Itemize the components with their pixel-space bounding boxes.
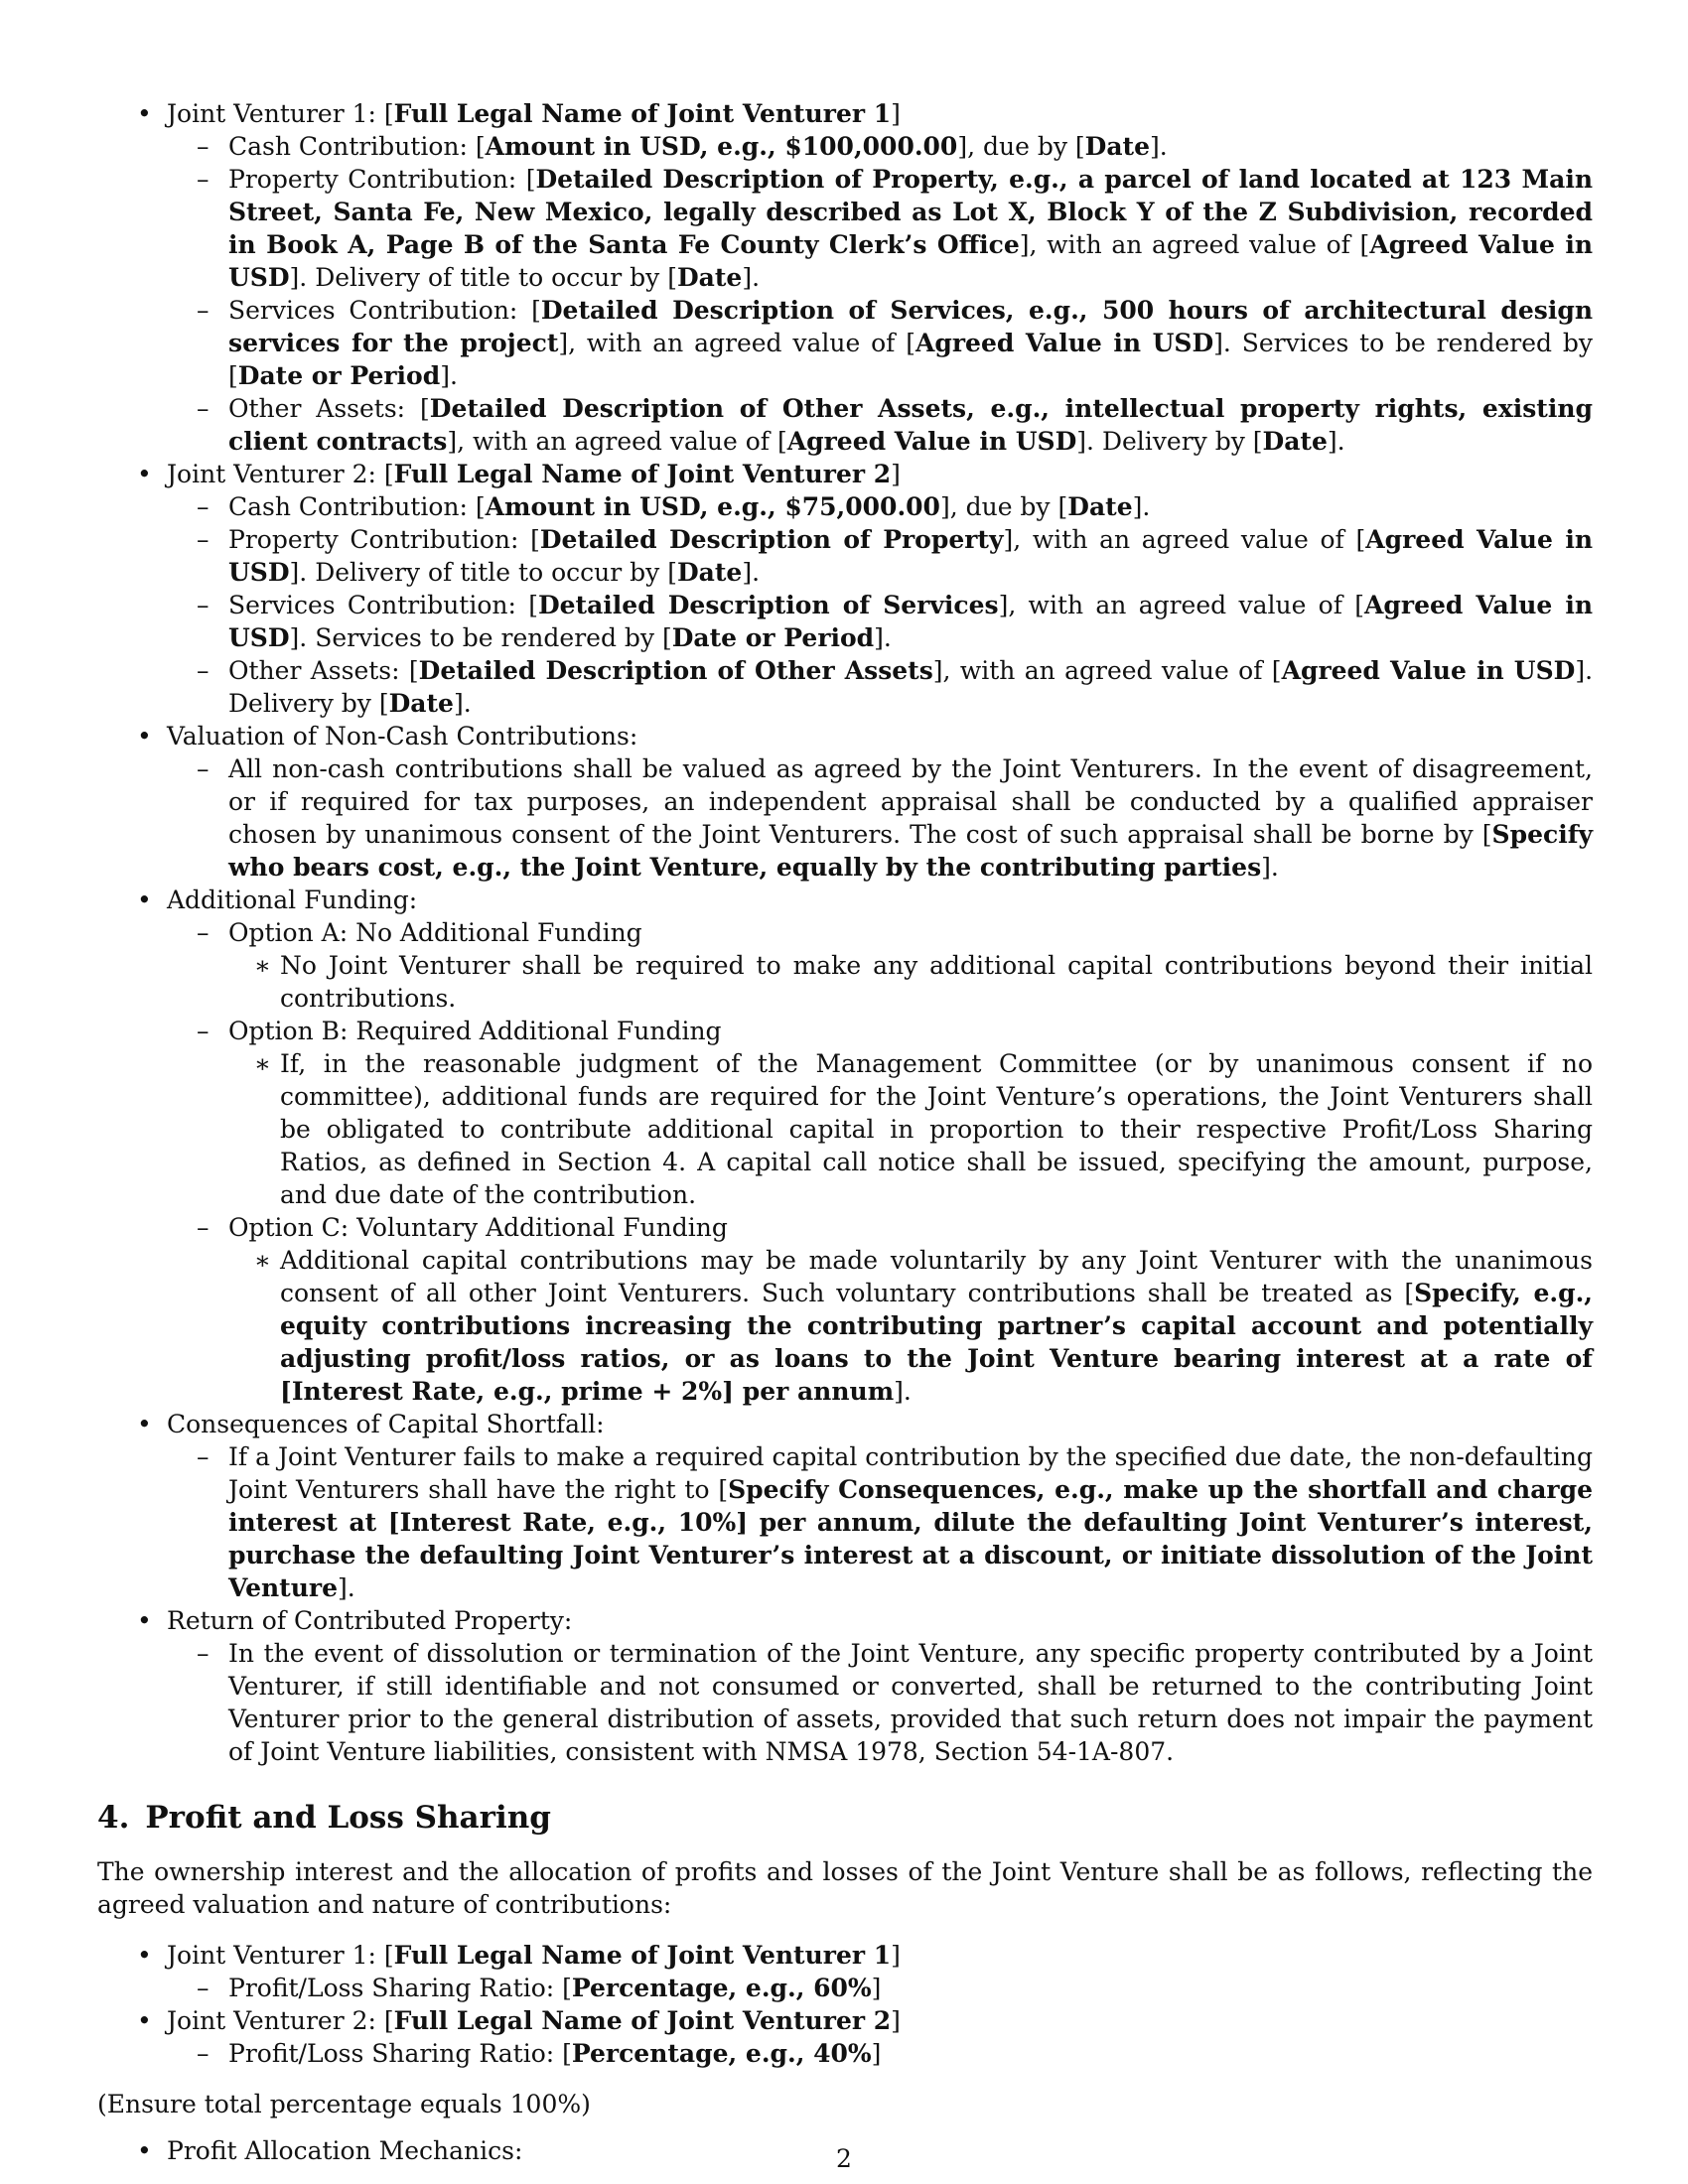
section-4-number: 4.: [97, 1800, 130, 1836]
ps-jv2-name: Full Legal Name of Joint Venturer 2: [393, 2006, 892, 2035]
jv1-services-period: Date or Period: [237, 361, 441, 390]
jv2-property-value: Agreed Value in USD: [228, 525, 1593, 587]
document-page: [97, 97, 1593, 2167]
jv1-other-value: Agreed Value in USD: [786, 427, 1077, 456]
jv1-other-value-text: ], with an agreed value of [: [447, 427, 787, 456]
jv1-services-item: – Services Contribution: [Detailed Description of Services, e.g., 500 hours of architectural design services for the project], with an agreed value of [Agreed Value in USD]. Services to be rendered by [Date or Period].: [167, 294, 1593, 392]
jv2-services-desc: Detailed Description of Services: [537, 591, 999, 619]
jv1-name: Full Legal Name of Joint Venturer 1: [393, 99, 892, 128]
jv1-cash-amount: Amount in USD, e.g., $100,000.00: [485, 132, 958, 161]
jv1-services-desc: Detailed Description of Services, e.g., 500 hours of architectural design services for the project: [228, 296, 1594, 357]
valuation-item: [97, 720, 1593, 884]
contributions-list: [97, 97, 1593, 1768]
jv2-sub-list: [167, 490, 1593, 720]
jv2-other-desc: Detailed Description of Other Assets: [418, 656, 933, 685]
option-c-item: [167, 1211, 1593, 1408]
shortfall-text-item: – If a Joint Venturer fails to make a required capital contribution by the specified due date, the non-defaulting Joint Venturers shall have the right to [Specify Consequences, e.g., make up the shortfall and charge interest at [Interest Rate, e.g., 10%] per annum, dilute the defaulting Joint Venturer’s interest, purchase the defaulting Joint Venturer’s interest at a discount, or initiate dissolution of the Joint Venture].: [167, 1440, 1593, 1604]
jv1-services-label: Services Contribution: [: [228, 296, 541, 325]
jv1-contribution-item: • Joint Venturer 1: [Full Legal Name of Joint Venturer 1] – Cash Contribution: [Amount in USD, e.g., $100,000.00], due by [Date]. – Property Contribution: [Detailed Description of Property, e.g., a parcel of land located at 123 Main Street, Santa Fe, New Mexico, legally described as Lot X, Block Y of the Z Subdivision, recorded in Book A, Page B of the Santa Fe County Clerk’s Office], with an agreed value of [Agreed Value in USD]. Delivery of title to occur by [Date]. – Services Contribution: [Detailed Description of Services, e.g., 500 hours of architectural design services for the project], with an agreed value of [Agreed Value in USD]. Services to be rendered by [Date or Period]. – Other Assets: [Detailed Description of Other Assets, e.g., intellectual property rights, existing client contracts], with an agreed value of [Agreed Value in USD]. Delivery by [Date].: [97, 97, 1593, 458]
jv2-other-delivery-text: ]. Delivery by [: [228, 656, 1594, 718]
mechanics-label: Profit Allocation Mechanics:: [167, 2136, 523, 2165]
option-c-text-item: ∗ Additional capital contributions may be made voluntarily by any Joint Venturer with the unanimous consent of all other Joint Venturers. Such voluntary contributions shall be treated as [Specify, e.g., equity contributions increasing the contributing partner’s capital account and potentially adjusting profit/loss ratios, or as loans to the Joint Venture bearing interest at a rate of [Interest Rate, e.g., prime + 2%] per annum].: [228, 1244, 1593, 1408]
jv1-cash-item: – Cash Contribution: [Amount in USD, e.g., $100,000.00], due by [Date].: [167, 130, 1593, 163]
option-c-text: Additional capital contributions may be made voluntarily by any Joint Venturer with the unanimous consent of all other Joint Venturers. Such voluntary contributions shall be treated as [: [280, 1246, 1593, 1307]
jv2-property-desc: Detailed Description of Property: [539, 525, 1004, 554]
option-c-sub-list: [228, 1244, 1593, 1408]
jv2-property-item: – Property Contribution: [Detailed Description of Property], with an agreed value of [Agreed Value in USD]. Delivery of title to occur by [Date].: [167, 523, 1593, 589]
jv2-property-delivery-text: ]. Delivery of title to occur by [: [289, 558, 677, 587]
section-4-title: Profit and Loss Sharing: [145, 1800, 551, 1836]
option-a-label: Option A: No Additional Funding: [228, 918, 642, 947]
valuation-cost-bearer: Specify who bears cost, e.g., the Joint Venture, equally by the contributing parties: [228, 820, 1593, 882]
profit-sharing-list: [97, 1939, 1593, 2070]
additional-funding-item: [97, 884, 1593, 1408]
ps-jv2-ratio: Percentage, e.g., 40%: [571, 2039, 872, 2068]
jv1-other-date: Date: [1262, 427, 1328, 456]
jv2-services-item: – Services Contribution: [Detailed Description of Services], with an agreed value of [Agreed Value in USD]. Services to be rendered by [Date or Period].: [167, 589, 1593, 654]
option-b-label: Option B: Required Additional Funding: [228, 1017, 722, 1045]
jv1-property-label: Property Contribution: [: [228, 165, 536, 194]
ps-jv2-ratio-label: Profit/Loss Sharing Ratio: [: [228, 2039, 572, 2068]
jv1-property-item: – Property Contribution: [Detailed Description of Property, e.g., a parcel of land located at 123 Main Street, Santa Fe, New Mexico, legally described as Lot X, Block Y of the Z Subdivision, recorded in Book A, Page B of the Santa Fe County Clerk’s Office], with an agreed value of [Agreed Value in USD]. Delivery of title to occur by [Date].: [167, 163, 1593, 294]
ps-jv1-ratio: Percentage, e.g., 60%: [571, 1974, 872, 2002]
shortfall-consequences: Specify Consequences, e.g., make up the shortfall and charge interest at [Interest Rate, e.g., 10%] per annum, dilute the defaulting Joint Venturer’s interest, purchase the defaulting Joint Venturer’s interest at a discount, or initiate dissolution of the Joint Venture: [228, 1475, 1593, 1602]
jv2-cash-item: – Cash Contribution: [Amount in USD, e.g., $75,000.00], due by [Date].: [167, 490, 1593, 523]
jv1-other-item: – Other Assets: [Detailed Description of Other Assets, e.g., intellectual property rights, existing client contracts], with an agreed value of [Agreed Value in USD]. Delivery by [Date].: [167, 392, 1593, 458]
jv2-other-value: Agreed Value in USD: [1281, 656, 1576, 685]
ps-jv2-label: Joint Venturer 2: [: [167, 2006, 394, 2035]
jv2-other-value-text: ], with an agreed value of [: [932, 656, 1282, 685]
section-4-intro: The ownership interest and the allocation of profits and losses of the Joint Venture shall be as follows, reflecting the agreed valuation and nature of contributions:: [97, 1857, 1593, 1919]
jv1-other-delivery-text: ]. Delivery by [: [1076, 427, 1263, 456]
jv2-label: Joint Venturer 2: [: [167, 460, 394, 488]
jv2-other-date: Date: [388, 689, 454, 718]
valuation-text: All non-cash contributions shall be valued as agreed by the Joint Venturers. In the event of disagreement, or if required for tax purposes, an independent appraisal shall be conducted by a qualified appraiser chosen by unanimous consent of the Joint Venturers. The cost of such appraisal shall be borne by [: [228, 754, 1593, 849]
jv2-agreed-value-text: ], with an agreed value of [: [1003, 525, 1366, 554]
jv1-sub-list: [167, 130, 1593, 458]
option-b-sub-list: [228, 1047, 1593, 1211]
ps-jv1-item: • Joint Venturer 1: [Full Legal Name of Joint Venturer 1] – Profit/Loss Sharing Ratio: [Percentage, e.g., 60%]: [97, 1939, 1593, 2004]
ps-jv1-ratio-item: – Profit/Loss Sharing Ratio: [Percentage, e.g., 60%]: [167, 1972, 1593, 2004]
ps-jv2-item: • Joint Venturer 2: [Full Legal Name of Joint Venturer 2] – Profit/Loss Sharing Ratio: [Percentage, e.g., 40%]: [97, 2004, 1593, 2070]
valuation-text-item: – All non-cash contributions shall be valued as agreed by the Joint Venturers. In the event of disagreement, or if required for tax purposes, an independent appraisal shall be conducted by a qualified appraiser chosen by unanimous consent of the Joint Venturers. The cost of such appraisal shall be borne by [Specify who bears cost, e.g., the Joint Venture, equally by the contributing parties].: [167, 752, 1593, 884]
option-a-item: [167, 916, 1593, 1015]
jv2-cash-amount: Amount in USD, e.g., $75,000.00: [485, 492, 940, 521]
jv1-cash-due-text: ], due by [: [957, 132, 1085, 161]
option-b-text: If, in the reasonable judgment of the Management Committee (or by unanimous consent if no committee), additional funds are required for the Joint Venture’s operations, the Joint Venturers shall be obligated to contribute additional capital in proportion to their respective Profit/Loss Sharing Ratios, as defined in Section 4. A capital call notice shall be issued, specifying the amount, purpose, and due date of the contribution.: [280, 1049, 1593, 1209]
jv2-property-label: Property Contribution: [: [228, 525, 540, 554]
valuation-sub-list: [167, 752, 1593, 884]
option-b-text-item: [228, 1047, 1593, 1211]
jv1-property-desc: Detailed Description of Property, e.g., a parcel of land located at 123 Main Street, Santa Fe, New Mexico, legally described as Lot X, Block Y of the Z Subdivision, recorded in Book A, Page B of the Santa Fe County Clerk’s Office: [228, 165, 1593, 259]
jv2-cash-date: Date: [1067, 492, 1133, 521]
jv1-cash-label: Cash Contribution: [: [228, 132, 486, 161]
jv2-other-label: Other Assets: [: [228, 656, 419, 685]
jv2-cash-due-text: ], due by [: [939, 492, 1068, 521]
jv2-services-value-text: ], with an agreed value of [: [998, 591, 1365, 619]
jv2-services-render-text: ]. Services to be rendered by [: [289, 623, 672, 652]
shortfall-text: If a Joint Venturer fails to make a required capital contribution by the specified due date, the non-defaulting Joint Venturers shall have the right to [: [228, 1442, 1593, 1504]
jv2-name: Full Legal Name of Joint Venturer 2: [393, 460, 892, 488]
ps-jv1-sub-list: [167, 1972, 1593, 2004]
ps-jv1-ratio-label: Profit/Loss Sharing Ratio: [: [228, 1974, 572, 2002]
jv2-services-value: Agreed Value in USD: [228, 591, 1594, 652]
jv2-other-item: – Other Assets: [Detailed Description of Other Assets], with an agreed value of [Agreed Value in USD]. Delivery by [Date].: [167, 654, 1593, 720]
shortfall-item: [97, 1408, 1593, 1604]
jv2-property-date: Date: [676, 558, 743, 587]
total-percentage-note: (Ensure total percentage equals 100%): [97, 2090, 591, 2118]
return-property-text: In the event of dissolution or termination of the Joint Venture, any specific property contributed by a Joint Venturer, if still identifiable and not consumed or converted, shall be returned to the contributing Joint Venturer prior to the general distribution of assets, provided that such return does not impair the payment of Joint Venture liabilities, consistent with NMSA 1978, Section 54-1A-807.: [228, 1639, 1593, 1766]
additional-funding-options: [167, 916, 1593, 1408]
ps-jv1-name: Full Legal Name of Joint Venturer 1: [393, 1941, 892, 1970]
jv2-services-label: Services Contribution: [: [228, 591, 538, 619]
jv1-other-label: Other Assets: [: [228, 394, 430, 423]
jv1-agreed-value-text: ], with an agreed value of [: [1019, 230, 1370, 259]
jv1-other-desc: Detailed Description of Other Assets, e.g., intellectual property rights, existing client contracts: [228, 394, 1594, 456]
option-a-text-item: [228, 949, 1593, 1015]
ps-jv2-sub-list: [167, 2037, 1593, 2070]
return-property-sub-list: [167, 1637, 1593, 1768]
valuation-label: Valuation of Non-Cash Contributions:: [167, 722, 638, 751]
jv1-property-value: Agreed Value in USD: [228, 230, 1593, 292]
ps-jv2-ratio-item: – Profit/Loss Sharing Ratio: [Percentage, e.g., 40%]: [167, 2037, 1593, 2070]
jv1-label: Joint Venturer 1: [: [167, 99, 394, 128]
shortfall-label: Consequences of Capital Shortfall:: [167, 1410, 605, 1438]
jv2-contribution-item: • Joint Venturer 2: [Full Legal Name of Joint Venturer 2] – Cash Contribution: [Amount in USD, e.g., $75,000.00], due by [Date]. – Property Contribution: [Detailed Description of Property], with an agreed value of [Agreed Value in USD]. Delivery of title to occur by [Date]. – Services Contribution: [Detailed Description of Services], with an agreed value of [Agreed Value in USD]. Services to be rendered by [Date or Period]. – Other Assets: [Detailed Description of Other Assets], with an agreed value of [Agreed Value in USD]. Delivery by [Date].: [97, 458, 1593, 720]
jv2-cash-label: Cash Contribution: [: [228, 492, 486, 521]
option-a-text: No Joint Venturer shall be required to make any additional capital contributions beyond their initial contributions.: [280, 951, 1593, 1013]
option-c-label: Option C: Voluntary Additional Funding: [228, 1213, 728, 1242]
ps-jv1-label: Joint Venturer 1: [: [167, 1941, 394, 1970]
additional-funding-label: Additional Funding:: [167, 886, 418, 914]
return-property-label: Return of Contributed Property:: [167, 1606, 573, 1635]
page-number: 2: [836, 2144, 852, 2173]
jv2-services-period: Date or Period: [671, 623, 875, 652]
jv1-property-delivery-text: ]. Delivery of title to occur by [: [289, 263, 677, 292]
section-4-heading: [97, 1798, 1593, 1838]
jv1-property-date: Date: [676, 263, 743, 292]
jv1-services-value: Agreed Value in USD: [915, 329, 1214, 357]
option-a-sub-list: [228, 949, 1593, 1015]
return-property-text-item: [167, 1637, 1593, 1768]
jv1-cash-date: Date: [1084, 132, 1151, 161]
jv1-services-render-text: ]. Services to be rendered by [: [228, 329, 1594, 390]
option-b-item: [167, 1015, 1593, 1211]
option-c-treatment: Specify, e.g., equity contributions increasing the contributing partner’s capital account and potentially adjusting profit/loss ratios, or as loans to the Joint Venture bearing interest at a rate of [Interest Rate, e.g., prime + 2%] per annum: [280, 1279, 1593, 1406]
shortfall-sub-list: [167, 1440, 1593, 1604]
jv1-services-value-text: ], with an agreed value of [: [558, 329, 915, 357]
return-property-item: [97, 1604, 1593, 1768]
